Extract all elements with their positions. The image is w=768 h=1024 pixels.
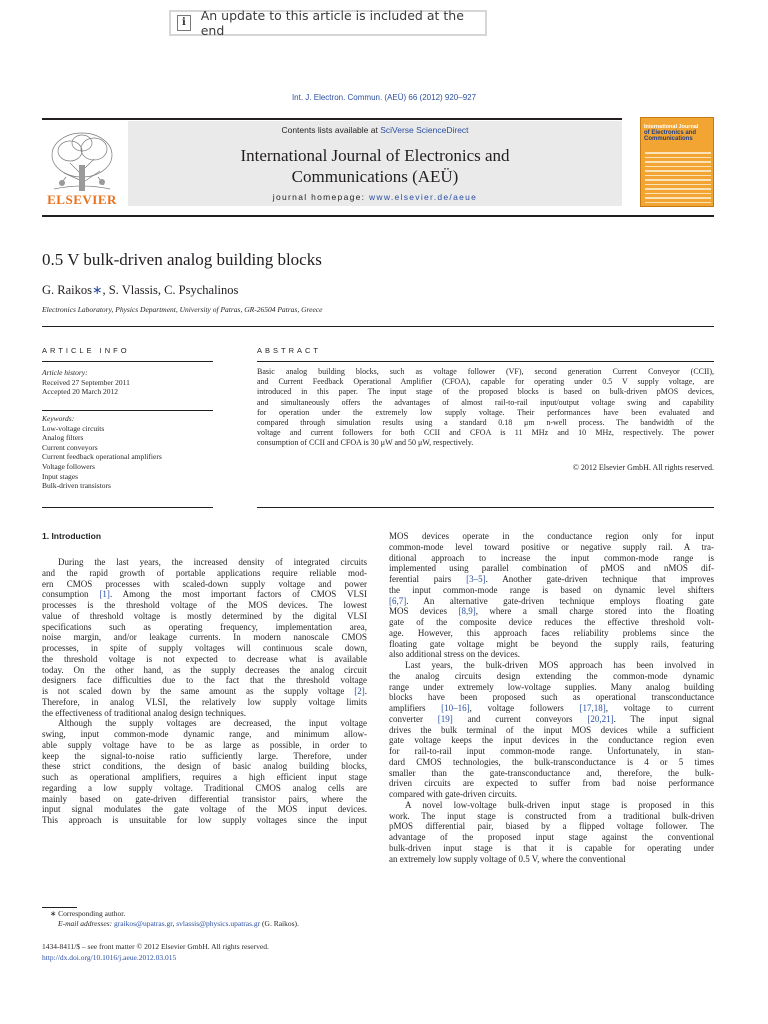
body-text-line: blocks have been proposed such as operational transconductance [389, 692, 714, 703]
article-info-rule [42, 361, 213, 362]
body-text-line: ditional approach to increase the input common-mode range is [389, 552, 714, 563]
author-list [42, 282, 238, 298]
body-text-line: compared with gate-driven circuits. [389, 789, 517, 799]
reference-link[interactable]: [3–5] [466, 574, 486, 584]
contents-line [128, 125, 622, 135]
affiliation-rule [42, 326, 714, 327]
cover-contents-lines [645, 152, 711, 207]
body-text-line: for rail-to-rail input common-mode range. Unfortunately, in stan- [389, 746, 714, 756]
email-link-raikos[interactable]: graikos@upatras.gr [113, 919, 173, 928]
abstract-line: and Current Feedback Operational Amplifier (CFOA), capable for operating under 0.5 V supply voltage, are [257, 377, 714, 387]
body-text-line: smaller than the gate-transconductance and, therefore, the bulk- [389, 767, 714, 778]
header-rule [42, 118, 622, 120]
keyword[interactable]: Analog filters [42, 433, 84, 443]
body-text-line: MOS devices operate in the conductance region only for input [389, 531, 714, 541]
sciencedirect-link[interactable]: SciVerse ScienceDirect [380, 125, 469, 135]
abstract-rule [257, 361, 714, 362]
issn-line: 1434-8411/$ – see front matter © 2012 Elsevier GmbH. All rights reserved. [42, 942, 269, 951]
body-text-line: an extremely low supply voltage of 0.5 V, where the conventional [389, 853, 626, 864]
body-text-line: and the rapid growth of portable applications require reliable mod- [42, 567, 367, 578]
footnote-rule [42, 907, 77, 908]
abstract-line: for operation under the extremely low supply voltage. Their performances have been evaluated and [257, 407, 714, 417]
body-text-line: is not scaled down by the same amount as the supply voltage [2]. [42, 686, 367, 696]
email-suffix: (G. Raikos). [262, 919, 299, 928]
cover-title [644, 124, 712, 142]
body-text-line: ferential pairs [3–5]. Another gate-driven technique that improves [389, 574, 714, 584]
body-text-line: also additional stress on the devices. [389, 649, 520, 660]
abstract-text [257, 367, 714, 449]
reference-link[interactable]: [1] [99, 589, 110, 600]
other-authors: , S. Vlassis, C. Psychalinos [102, 283, 239, 297]
corresponding-author-note: Corresponding author. [58, 909, 126, 918]
reference-link[interactable]: [2] [354, 686, 365, 696]
body-text-line: advantage of the proposed input stage against the conventional [389, 832, 714, 842]
body-text-line: such as operational amplifiers, requires a high efficient input stage [42, 772, 367, 782]
body-text-line: [6,7]. An alternative gate-driven technique employs floating gate [389, 595, 714, 606]
body-text-line: MOS devices [8,9], where a small charge stored into the floating [389, 606, 714, 617]
body-text-line: range under extremely low-voltage supplies. Many analog building [389, 681, 714, 692]
abstract-line: Basic analog building blocks, such as voltage follower (VF), second generation Current Conveyor (CCII), [257, 367, 714, 376]
journal-title [128, 145, 622, 187]
update-banner-text[interactable]: An update to this article is included at the end [200, 8, 464, 38]
article-info-label: ARTICLE INFO [42, 346, 130, 355]
body-text-line: input signal modulates the gate voltage of the MOS input devices. [42, 804, 367, 815]
reference-link[interactable]: [17,18] [579, 703, 606, 713]
body-text-line: designers face difficulties due to the fact that the threshold voltage [42, 675, 367, 686]
reference-link[interactable]: [8,9] [458, 606, 476, 617]
body-text-line: specifications such as operating frequency, implementation area, [42, 621, 367, 632]
contents-prefix: Contents lists available at [281, 125, 381, 135]
citation-line[interactable]: Int. J. Electron. Commun. (AEÜ) 66 (2012) 920–927 [291, 93, 477, 102]
body-text-line: Although the supply voltages are decreased, the input voltage [58, 718, 367, 729]
article-history [42, 368, 213, 397]
update-banner[interactable] [169, 10, 487, 36]
keyword[interactable]: Voltage followers [42, 461, 95, 471]
body-text-line: amplifiers [10–16], voltage followers [17,18], voltage to current [389, 703, 714, 713]
body-text-line: regarding a low supply voltage. Traditional CMOS analog cells are [42, 782, 367, 793]
accepted-date: Accepted 20 March 2012 [42, 387, 119, 397]
body-text-line: bulk-driven input stage is that it is capable for operating under [389, 842, 714, 853]
abstract-line: consumption of CCII and CFOA is 30 μW and 50 μW, respectively. [257, 438, 474, 448]
journal-title-line-1: International Journal of Electronics and [240, 146, 510, 165]
reference-link[interactable]: [6,7] [389, 595, 407, 606]
body-text-line: the input common-mode range is based on dynamic level shifters [389, 584, 714, 595]
cover-line-1: International Journal [644, 124, 699, 130]
info-icon: i [177, 15, 191, 31]
history-label: Article history: [42, 368, 88, 377]
body-text-line: today. On the other hand, as the supply decreases the analog circuit [42, 664, 367, 675]
body-text-line: implemented using parallel combination of pMOS and nMOS dif- [389, 563, 714, 574]
body-text-line: This approach is unsuitable for low supply voltages since the input [42, 815, 367, 825]
body-text-line: work. The input stage is constructed from a traditional bulk-driven [389, 810, 714, 821]
body-text-line: pMOS differential pair, biased by a flipped voltage follower. The [389, 821, 714, 832]
keyword[interactable]: Current feedback operational amplifiers [42, 452, 162, 462]
section-heading-introduction: 1. Introduction [42, 531, 102, 541]
abstract-line: compared through simulation results using a standard 0.18 μm n-well process. The bandwidth of the [257, 418, 714, 428]
homepage-link[interactable]: www.elsevier.de/aeue [368, 192, 478, 202]
body-text-line: consumption [1]. Among the most important factors of CMOS VLSI [42, 589, 367, 600]
abstract-line: introduced in this paper. The input stage of the proposed blocks is based on bulk-driven pMOS devices, [257, 387, 714, 397]
elsevier-wordmark: ELSEVIER [47, 192, 117, 207]
body-text-line: gate voltage keeps the input devices in the conductance region even [389, 735, 714, 746]
body-text-line: Therefore, in analog VLSI, the relatively low supply voltage limits [42, 696, 367, 707]
received-date: Received 27 September 2011 [42, 377, 130, 387]
reference-link[interactable]: [10–16] [441, 703, 470, 713]
cover-line-3: Communications [644, 136, 693, 142]
body-text-line: drives the bulk terminal of the input MOS devices while a sufficient [389, 724, 714, 735]
body-text-line: able supply voltage have to be as large as possible, in order to [42, 739, 367, 750]
issn-block [42, 941, 269, 963]
corresponding-author-mark[interactable]: ∗ [92, 283, 103, 297]
keyword[interactable]: Low-voltage circuits [42, 423, 105, 433]
body-text-line: Last years, the bulk-driven MOS approach has been involved in [405, 660, 714, 670]
footnote: ∗ Corresponding author. E-mail addresses: graikos@upatras.gr, svlassis@physics.upatras.gr (G. Raikos). [50, 909, 299, 928]
body-text-line: dard CMOS technologies, the bulk-transconductance is 4 or 5 times [389, 756, 714, 767]
reference-link[interactable]: [20,21] [587, 713, 614, 724]
cover-line-2: of Electronics and [644, 130, 697, 136]
body-text-line: the effectiveness of traditional analog design techniques. [42, 707, 247, 718]
journal-title-line-2: Communications (AEÜ) [291, 167, 459, 186]
body-text-line: the threshold voltage is not expected to decrease what is available [42, 653, 367, 664]
body-text-line: A novel low-voltage bulk-driven input stage is proposed in this [405, 799, 714, 810]
homepage-line [128, 192, 622, 202]
email-link-vlassis[interactable]: svlassis@physics.upatras.gr [176, 919, 261, 928]
body-text-line: these strict conditions, the design of basic analog building blocks, [42, 761, 367, 772]
keyword[interactable]: Current conveyors [42, 442, 98, 452]
header-rule-bottom [42, 215, 714, 217]
body-text-line: processes is the threshold voltage of the MOS devices. The lowest [42, 600, 367, 610]
abstract-line: and simultaneously offers the advantages of almost rail-to-rail input/output voltage swing and capability [257, 397, 714, 407]
keywords-block [42, 414, 213, 491]
author-raikos: G. Raikos [42, 283, 92, 297]
doi-link[interactable]: http://dx.doi.org/10.1016/j.aeue.2012.03.015 [42, 953, 177, 962]
keywords-label: Keywords: [42, 414, 75, 423]
body-text-line: mainly based on gate-driven differential transistor pairs, where the [42, 793, 367, 804]
body-text-line: age. However, this approach faces reliability problems since the [389, 627, 714, 638]
body-text-line: the analog circuits design extending the common-mode dynamic [389, 670, 714, 681]
body-text-line: gate of the composite device reduces the effective threshold volt- [389, 617, 714, 627]
body-text-line: processes, in spite of supply voltages will continuous scale down, [42, 643, 367, 653]
abstract-bottom-rule [257, 507, 714, 508]
keyword[interactable]: Input stages [42, 471, 79, 481]
homepage-prefix: journal homepage: [272, 192, 369, 202]
email-label: E-mail addresses: [58, 919, 113, 928]
affiliation: Electronics Laboratory, Physics Department, University of Patras, GR-26504 Patras, Greece [42, 305, 323, 314]
body-text-line: converter [19] and current conveyors [20,21]. The input signal [389, 713, 714, 724]
footnote-mark: ∗ [50, 909, 57, 918]
journal-cover-thumbnail[interactable] [640, 117, 714, 207]
reference-link[interactable]: [19] [437, 713, 453, 724]
body-text-line: driven circuits are expected to suffer from bad noise performance [389, 778, 714, 789]
abstract-label: ABSTRACT [257, 346, 322, 355]
article-title: 0.5 V bulk-driven analog building blocks [42, 250, 322, 269]
body-text-line: noise margin, and/or leakage currents. In modern nanoscale CMOS [42, 632, 367, 643]
body-text-line: ern CMOS processes with scaled-down supply voltage and power [42, 578, 367, 589]
body-column-right [389, 531, 714, 864]
abstract-line: voltage and current followers for both CCII and CFOA is 11 MHz and 10 MHz, respectively. The power [257, 428, 714, 438]
body-text-line: keep the signal-to-noise ratio sufficiently large. Therefore, under [42, 750, 367, 761]
body-text-line: swing, input common-mode dynamic range, and minimum allow- [42, 729, 367, 739]
body-text-line: common-mode level toward positive or negative supply rail. A tra- [389, 541, 714, 552]
article-info-bottom-rule [42, 507, 213, 508]
abstract-copyright: © 2012 Elsevier GmbH. All rights reserved. [572, 463, 714, 472]
body-text-line: During the last years, the increased density of integrated circuits [58, 557, 367, 567]
body-text-line: value of threshold voltage is mostly determined by the digital VLSI [42, 610, 367, 621]
keywords-rule [42, 410, 213, 411]
body-column-left [42, 557, 367, 826]
body-text-line: floating gate voltage might be beyond the supply rails, featuring [389, 638, 714, 649]
keyword[interactable]: Bulk-driven transistors [42, 481, 111, 491]
